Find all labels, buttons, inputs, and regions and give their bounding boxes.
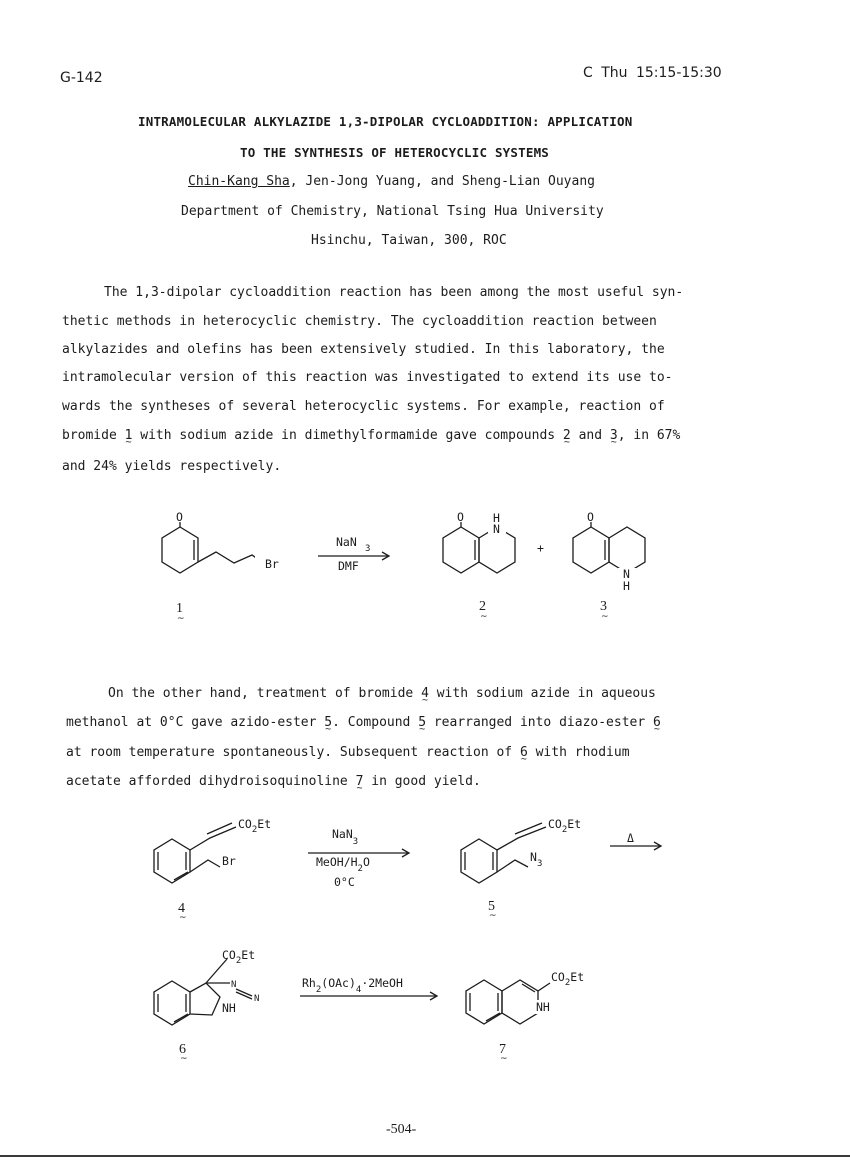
compound-ref: 2 ~	[563, 428, 571, 443]
text: with rhodium	[527, 745, 630, 760]
bromine-label: Br	[265, 557, 279, 571]
underline-tilde: ~	[177, 614, 185, 624]
paragraph-line: wards the syntheses of several heterocyclic systems. For example, reaction of	[62, 399, 665, 414]
underline-tilde: ~	[489, 911, 497, 921]
city: Hsinchu, Taiwan, 300, ROC	[311, 233, 507, 248]
underline-tilde: ~	[500, 1054, 508, 1064]
reaction-scheme-1	[0, 500, 850, 630]
paragraph-line	[62, 428, 680, 443]
structure-compound-4	[154, 823, 236, 883]
hydrogen-label: H	[623, 579, 630, 593]
co-authors: , Jen-Jong Yuang, and Sheng-Lian Ouyang	[289, 174, 595, 189]
authors	[188, 174, 595, 189]
underline-tilde: ~	[601, 612, 609, 622]
hydrogen-label: H	[493, 511, 500, 525]
text: rearranged into diazo-ester	[426, 715, 654, 730]
diazo-nitrogen: N	[254, 994, 260, 1004]
compound-label-6: 6	[179, 1042, 186, 1057]
abstract-code: G-142	[60, 70, 103, 86]
bromine-label: Br	[222, 854, 236, 868]
title-line-2: TO THE SYNTHESIS OF HETEROCYCLIC SYSTEMS	[240, 145, 550, 160]
compound-ref: 5 ~	[418, 715, 426, 730]
text: On the other hand, treatment of bromide	[108, 686, 422, 701]
heat-symbol: Δ	[627, 831, 634, 845]
catalyst-label: $Rh_2(OAc)_4\cdot 2MeOH$	[302, 976, 403, 995]
compound-label-2: 2	[479, 599, 486, 614]
solvent-label: DMF	[338, 559, 359, 573]
paragraph-line: alkylazides and olefins has been extensively studied. In this laboratory, the	[62, 342, 665, 357]
text: with sodium azide in aqueous	[428, 686, 656, 701]
department: Department of Chemistry, National Tsing Hua University	[181, 204, 604, 219]
structure-compound-1	[162, 518, 262, 573]
reagent-label: NaN$_3$	[332, 827, 359, 847]
amine-label: NH	[222, 1001, 236, 1015]
compound-ref: 7 ~	[356, 774, 364, 789]
compound-ref: 6 ~	[520, 745, 528, 760]
text: with sodium azide in dimethylformamide gave compounds	[132, 428, 563, 443]
solvent-label: MeOH/$H_2O$	[316, 855, 370, 874]
reaction-scheme-2	[0, 810, 850, 923]
compound-label-7: 7	[499, 1042, 506, 1057]
compound-label-4: 4	[178, 901, 185, 916]
paragraph-line	[66, 745, 630, 760]
nitrogen-label: N	[493, 522, 500, 536]
oxygen-label: O	[176, 510, 183, 524]
ester-label: $CO_2Et$	[548, 817, 582, 835]
diazo-nitrogen: N	[231, 980, 237, 990]
compound-ref: 4 ~	[421, 686, 429, 701]
compound-label-1: 1	[176, 601, 183, 616]
text: bromide	[62, 428, 125, 443]
reagent-subscript: 3	[365, 544, 371, 554]
page-number: -504-	[386, 1122, 417, 1137]
azide-label: $N_3$	[530, 850, 543, 869]
structure-compound-3	[573, 518, 645, 573]
paragraph-line	[66, 715, 661, 730]
paragraph-line: intramolecular version of this reaction was investigated to extend its use to-	[62, 370, 673, 385]
text: acetate afforded dihydroisoquinoline	[66, 774, 356, 789]
underline-tilde: ~	[480, 612, 488, 622]
text: at room temperature spontaneously. Subsequent reaction of	[66, 745, 520, 760]
reagent-label: NaN	[336, 535, 357, 549]
text: . Compound	[332, 715, 419, 730]
bottom-edge-line	[0, 1155, 850, 1157]
ester-label: $CO_2Et$	[238, 817, 272, 835]
text: methanol at 0°C gave azido-ester	[66, 715, 325, 730]
compound-ref: 1 ~	[125, 428, 133, 443]
paragraph-line: thetic methods in heterocyclic chemistry. The cycloaddition reaction between	[62, 314, 657, 329]
paragraph-line: and 24% yields respectively.	[62, 459, 282, 474]
oxygen-label: O	[587, 510, 594, 524]
compound-ref: 6 ~	[653, 715, 661, 730]
plus-sign: +	[537, 541, 544, 555]
ester-label: $CO_2Et$	[222, 948, 256, 966]
oxygen-label: O	[457, 510, 464, 524]
underline-tilde: ~	[180, 1054, 188, 1064]
nitrogen-label: N	[623, 567, 630, 581]
compound-ref: 5 ~	[324, 715, 332, 730]
title-line-1: INTRAMOLECULAR ALKYLAZIDE 1,3-DIPOLAR CYCLOADDITION: APPLICATION	[138, 114, 633, 129]
compound-label-3: 3	[600, 599, 607, 614]
text: and	[570, 428, 610, 443]
text: in good yield.	[363, 774, 481, 789]
underline-tilde: ~	[179, 913, 187, 923]
session-time: C Thu 15:15-15:30	[583, 65, 722, 81]
compound-label-5: 5	[488, 899, 495, 914]
structure-compound-6	[154, 959, 252, 1025]
amine-label: NH	[536, 1000, 550, 1014]
paragraph-line	[108, 686, 656, 701]
reaction-scheme-3	[0, 945, 850, 1070]
temperature-label: 0°C	[334, 875, 355, 889]
ester-label: $CO_2Et$	[551, 970, 585, 988]
text: , in 67%	[617, 428, 681, 443]
compound-ref: 3 ~	[610, 428, 618, 443]
paragraph-line	[66, 774, 481, 789]
paragraph-line: The 1,3-dipolar cycloaddition reaction has been among the most useful syn-	[104, 285, 684, 300]
presenting-author: Chin-Kang Sha	[188, 174, 290, 189]
